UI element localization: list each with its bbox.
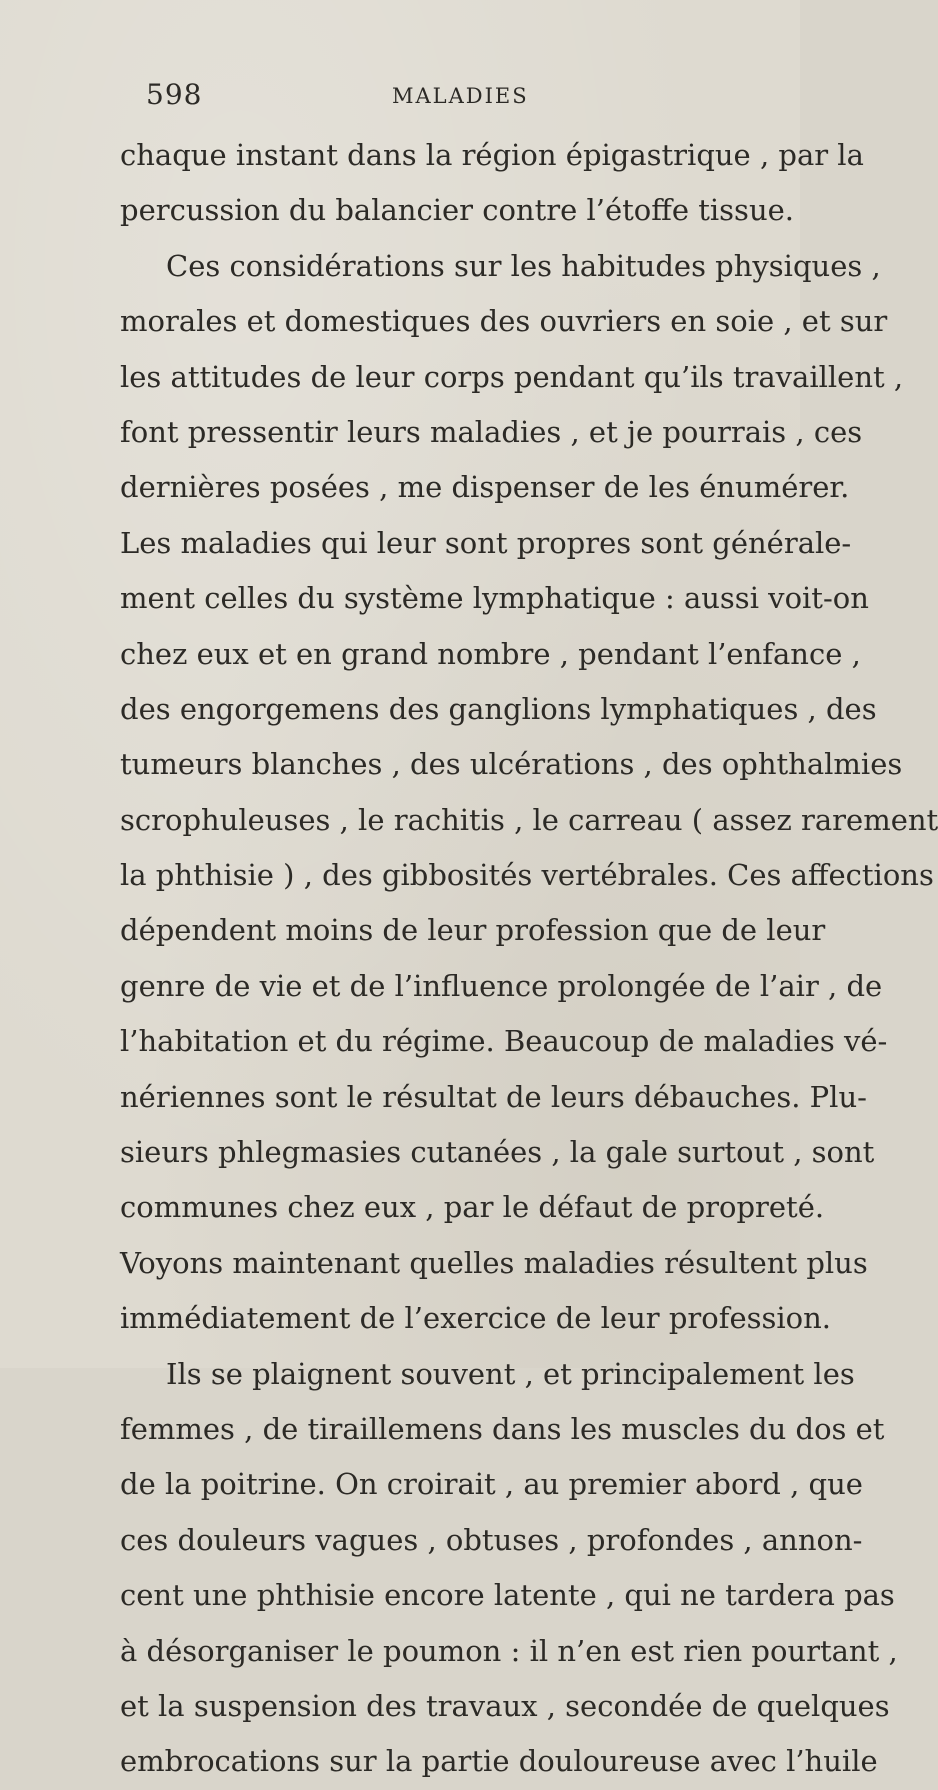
text-line: la phthisie ) , des gibbosités vertébrales. Ces affections <box>120 858 934 893</box>
text-line: cent une phthisie encore latente , qui ne tardera pas <box>120 1578 895 1613</box>
text-line: Les maladies qui leur sont propres sont générale- <box>120 525 852 560</box>
text-line: femmes , de tiraillemens dans les muscles du dos et <box>120 1411 885 1446</box>
text-line: communes chez eux , par le défaut de propreté. <box>120 1190 825 1225</box>
text-line: scrophuleuses , le rachitis , le carreau ( assez rarement <box>120 802 938 837</box>
text-line: chaque instant dans la région épigastrique , par la <box>120 138 864 172</box>
text-line: à désorganiser le poumon : il n’en est rien pourtant , <box>120 1633 898 1668</box>
text-line: morales et domestiques des ouvriers en soie , et sur <box>120 304 888 339</box>
text-line: nériennes sont le résultat de leurs débauches. Plu- <box>120 1079 867 1114</box>
text-line: ment celles du système lymphatique : aussi voit-on <box>120 581 869 616</box>
text-line: dernières posées , me dispenser de les énumérer. <box>120 470 850 505</box>
text-line: font pressentir leurs maladies , et je pourrais , ces <box>120 414 863 449</box>
text-line: et la suspension des travaux , secondée de quelques <box>120 1688 890 1723</box>
text-line: chez eux et en grand nombre , pendant l’enfance , <box>120 636 861 671</box>
paragraph-first-line: Ces considérations sur les habitudes physiques , <box>166 248 881 283</box>
paragraph-first-line: Ils se plaignent souvent , et principalement les <box>166 1356 855 1391</box>
text-line: de la poitrine. On croirait , au premier abord , que <box>120 1467 863 1502</box>
text-line: les attitudes de leur corps pendant qu’ils travaillent , <box>120 359 904 394</box>
running-title: MALADIES <box>392 84 529 108</box>
text-line: sieurs phlegmasies cutanées , la gale surtout , sont <box>120 1135 875 1170</box>
text-line: genre de vie et de l’influence prolongée de l’air , de <box>120 968 883 1003</box>
text-line: embrocations sur la partie douloureuse avec l’huile <box>120 1744 878 1779</box>
running-head <box>0 78 800 118</box>
page-number: 598 <box>146 78 203 111</box>
text-line: tumeurs blanches , des ulcérations , des ophthalmies <box>120 747 903 782</box>
body-text <box>120 128 938 1790</box>
text-line: immédiatement de l’exercice de leur profession. <box>120 1301 832 1336</box>
text-line: Voyons maintenant quelles maladies résultent plus <box>120 1245 868 1280</box>
text-line: dépendent moins de leur profession que de leur <box>120 913 826 948</box>
text-line: percussion du balancier contre l’étoffe tissue. <box>120 193 794 228</box>
text-line: des engorgemens des ganglions lymphatiques , des <box>120 691 877 726</box>
text-line: l’habitation et du régime. Beaucoup de maladies vé- <box>120 1024 888 1059</box>
text-line: ces douleurs vagues , obtuses , profondes , annon- <box>120 1522 863 1557</box>
